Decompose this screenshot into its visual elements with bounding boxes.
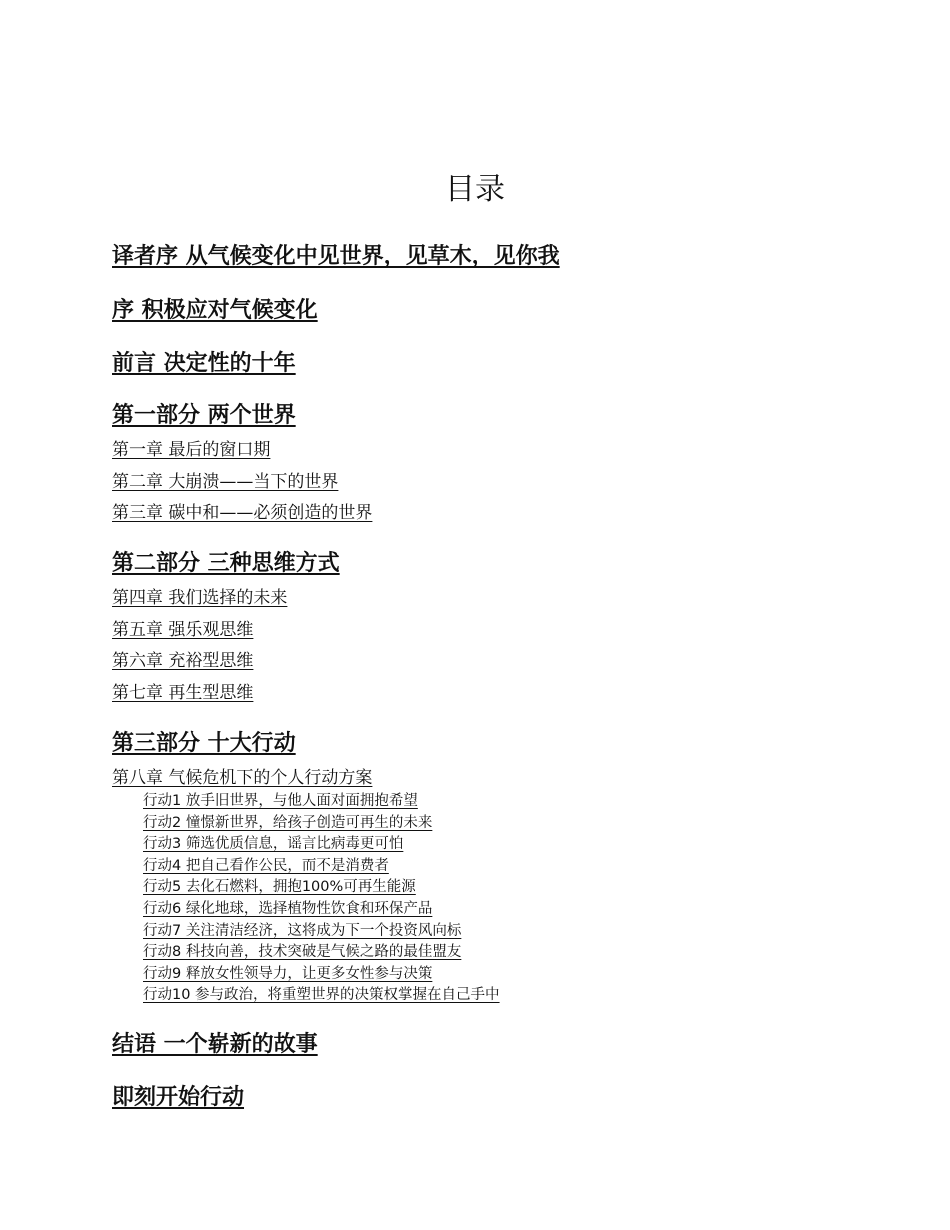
toc-link-action-5[interactable]: 行动5 去化石燃料，拥抱100%可再生能源 xyxy=(143,879,416,895)
toc-link-action-1[interactable]: 行动1 放手旧世界，与他人面对面拥抱希望 xyxy=(143,793,418,809)
toc-link-preface[interactable]: 序 积极应对气候变化 xyxy=(112,298,318,323)
toc-link-action-2[interactable]: 行动2 憧憬新世界，给孩子创造可再生的未来 xyxy=(143,815,433,831)
toc-link-chapter-5[interactable]: 第五章 强乐观思维 xyxy=(112,620,254,640)
toc-link-action-10[interactable]: 行动10 参与政治，将重塑世界的决策权掌握在自己手中 xyxy=(143,987,500,1003)
toc-link-chapter-4[interactable]: 第四章 我们选择的未来 xyxy=(112,588,288,608)
toc-link-chapter-3[interactable]: 第三章 碳中和——必须创造的世界 xyxy=(112,503,373,523)
toc-link-action-8[interactable]: 行动8 科技向善，技术突破是气候之路的最佳盟友 xyxy=(143,944,462,960)
toc-link-epilogue[interactable]: 结语 一个崭新的故事 xyxy=(112,1032,318,1057)
toc-link-action-7[interactable]: 行动7 关注清洁经济，这将成为下一个投资风向标 xyxy=(143,923,462,939)
toc-link-action-3[interactable]: 行动3 筛选优质信息，谣言比病毒更可怕 xyxy=(143,836,404,852)
toc-link-chapter-7[interactable]: 第七章 再生型思维 xyxy=(112,683,254,703)
toc-link-action-6[interactable]: 行动6 绿化地球，选择植物性饮食和环保产品 xyxy=(143,901,433,917)
toc-link-translator-preface[interactable]: 译者序 从气候变化中见世界，见草木，见你我 xyxy=(112,244,560,269)
toc-link-chapter-6[interactable]: 第六章 充裕型思维 xyxy=(112,651,254,671)
toc-link-part-3[interactable]: 第三部分 十大行动 xyxy=(112,731,296,756)
toc-link-action-9[interactable]: 行动9 释放女性领导力，让更多女性参与决策 xyxy=(143,966,433,982)
toc-link-part-1[interactable]: 第一部分 两个世界 xyxy=(112,403,296,428)
toc-link-part-2[interactable]: 第二部分 三种思维方式 xyxy=(112,551,340,576)
toc-link-act-now[interactable]: 即刻开始行动 xyxy=(112,1085,245,1110)
toc-link-action-4[interactable]: 行动4 把自己看作公民，而不是消费者 xyxy=(143,858,389,874)
page-title: 目录 xyxy=(445,172,505,207)
toc-link-foreword[interactable]: 前言 决定性的十年 xyxy=(112,351,296,376)
toc-link-chapter-8[interactable]: 第八章 气候危机下的个人行动方案 xyxy=(112,768,373,788)
toc-link-chapter-1[interactable]: 第一章 最后的窗口期 xyxy=(112,440,271,460)
toc-link-chapter-2[interactable]: 第二章 大崩溃——当下的世界 xyxy=(112,472,339,492)
